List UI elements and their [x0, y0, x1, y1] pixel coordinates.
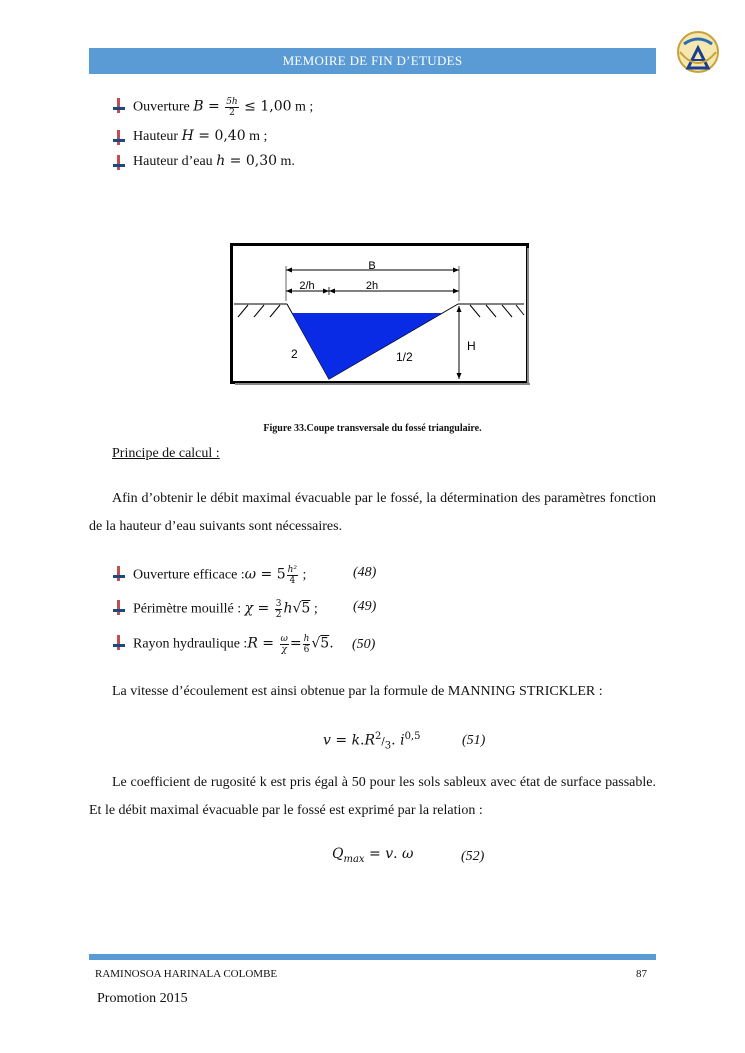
opening-unit: m ; [291, 99, 314, 115]
header-title: MEMOIRE DE FIN D’ETUDES [282, 53, 463, 68]
bullet-arrow-icon [112, 155, 126, 171]
label-2-over-h: 2/h [299, 280, 315, 292]
equation-51: $v = k.R^2/_3$. $i^{0,5}$ [323, 731, 421, 752]
height-value: = 0,40 [193, 128, 246, 144]
water-height-unit: m. [277, 154, 295, 169]
list-item-wetted-perimeter: Périmètre mouillé : χ = $\frac{3}{2}$ h√5 ; [133, 599, 318, 620]
equation-number-49: (49) [353, 599, 377, 614]
wetted-perimeter-label: Périmètre mouillé : [133, 601, 245, 617]
water-height-var: h [216, 153, 226, 169]
bullet-arrow-icon [112, 600, 126, 616]
opening-frac-num: 5h [226, 97, 238, 107]
school-logo-icon [674, 30, 722, 78]
list-item-opening [133, 97, 313, 118]
label-slope-left: 2 [291, 347, 298, 361]
opening-value: ≤ 1,00 [239, 98, 292, 115]
opening-var: B [193, 98, 204, 115]
paragraph-intro: Afin d’obtenir le débit maximal évacuable par le fossé, la détermination des paramètres fonction de la hauteur d’eau suivants sont nécessaires. [89, 491, 656, 534]
opening-label: Ouverture [133, 99, 194, 115]
list-item-hydraulic-radius: Rayon hydraulique :R = $\frac{\omega}{\chi}$ = $\frac{h}{6}$ √5. [133, 634, 334, 655]
opening-frac-den: 2 [229, 108, 235, 118]
figure-caption: Figure 33.Coupe transversale du fossé triangulaire. [263, 423, 482, 434]
equation-number-52: (52) [461, 849, 485, 864]
paragraph-roughness: Le coefficient de rugosité k est pris égal à 50 pour les sols sableux avec état de surface passable. Et le débit maximal évacuable par le fossé est exprimé par la relation : [89, 775, 656, 818]
footer-author: RAMINOSOA HARINALA COLOMBE [95, 968, 278, 980]
section-title: Principe de calcul : [112, 446, 220, 461]
label-H: H [467, 339, 476, 353]
footer-promotion: Promotion 2015 [97, 991, 188, 1006]
water-height-value: = 0,30 [225, 153, 278, 169]
equation-number-51: (51) [462, 733, 486, 748]
height-var: H [181, 128, 194, 144]
list-item-water-height [133, 153, 295, 170]
bullet-arrow-icon [112, 566, 126, 582]
water-height-label: Hauteur d’eau [133, 154, 217, 169]
label-B: B [368, 260, 376, 272]
opening-fraction [225, 97, 239, 118]
equation-number-50: (50) [352, 637, 376, 652]
bullet-arrow-icon [112, 98, 126, 114]
list-item-height [133, 128, 267, 145]
equation-number-48: (48) [353, 565, 377, 580]
ditch-cross-section-figure [230, 243, 532, 388]
footer-rule [89, 954, 656, 960]
bullet-arrow-icon [112, 635, 126, 651]
equation-52: $Q_{max} = v$. ω [332, 846, 414, 865]
effective-opening-label: Ouverture efficace : [133, 567, 245, 583]
paragraph-manning: La vitesse d’écoulement est ainsi obtenue par la formule de MANNING STRICKLER : [112, 684, 603, 699]
hydraulic-radius-label: Rayon hydraulique : [133, 636, 248, 652]
page-header-banner [89, 48, 656, 74]
bullet-arrow-icon [112, 130, 126, 146]
page-number: 87 [636, 968, 647, 980]
height-label: Hauteur [133, 129, 182, 144]
opening-eq: = [203, 98, 225, 115]
list-item-effective-opening: Ouverture efficace :ω = 5 $\frac{\text{h²}}{4}$ ; [133, 565, 307, 586]
height-unit: m ; [245, 129, 268, 144]
label-2h: 2h [365, 280, 379, 292]
label-slope-right: 1/2 [396, 350, 413, 364]
